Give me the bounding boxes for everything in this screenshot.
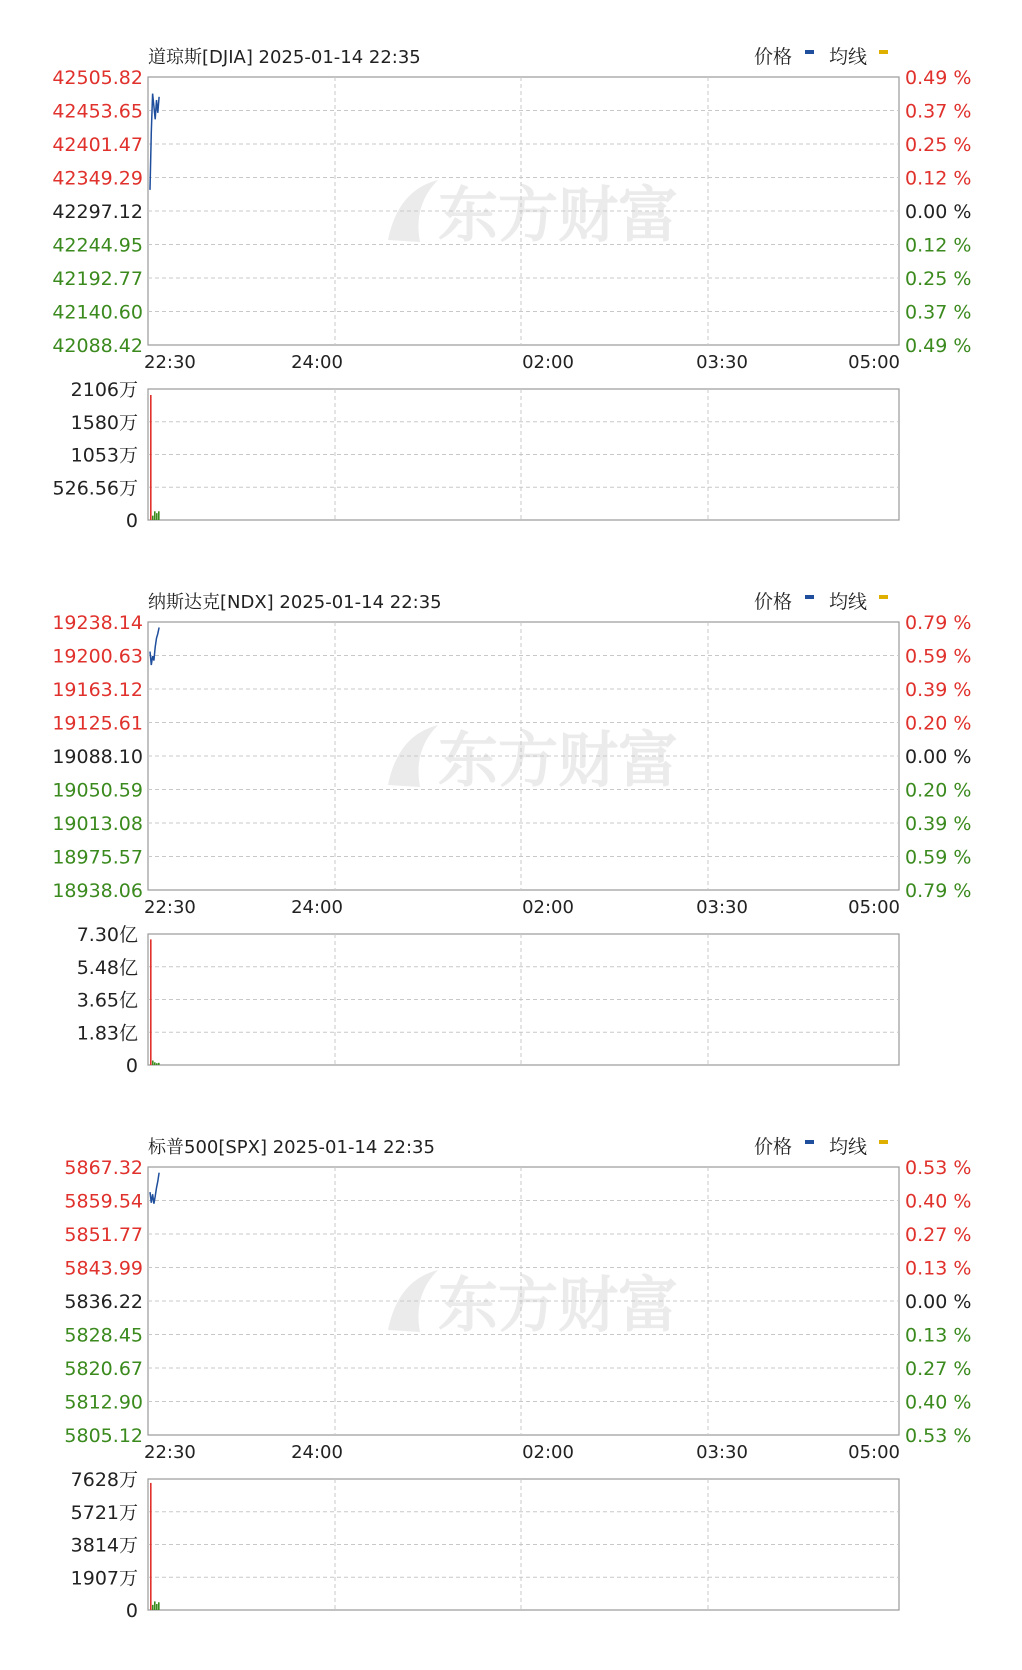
price-line bbox=[150, 1173, 159, 1204]
time-tick-label: 05:00 bbox=[848, 897, 900, 918]
pct-tick-label: 0.25 % bbox=[905, 268, 972, 290]
pct-tick-label: 0.40 % bbox=[905, 1190, 972, 1213]
volume-bar bbox=[156, 1063, 158, 1065]
volume-tick-label: 1580万 bbox=[70, 411, 138, 434]
time-tick-label: 24:00 bbox=[291, 352, 343, 373]
time-tick-label: 02:00 bbox=[522, 897, 574, 918]
price-tick-label: 42505.82 bbox=[52, 67, 143, 89]
time-tick-label: 24:00 bbox=[291, 897, 343, 918]
watermark-text: 东方财富 bbox=[438, 726, 678, 796]
price-tick-label: 42349.29 bbox=[52, 167, 143, 190]
watermark-logo bbox=[388, 180, 678, 251]
legend-avg-swatch bbox=[879, 50, 888, 54]
watermark-text: 东方财富 bbox=[438, 181, 678, 251]
time-tick-label: 24:00 bbox=[291, 1442, 343, 1463]
pct-tick-label: 0.53 % bbox=[905, 1425, 972, 1447]
price-tick-label: 19088.10 bbox=[52, 746, 143, 768]
chart-panel-3 bbox=[64, 1136, 971, 1622]
pct-tick-label: 0.00 % bbox=[905, 1291, 972, 1313]
price-tick-label: 19050.59 bbox=[52, 779, 143, 802]
volume-tick-label: 7.30亿 bbox=[76, 924, 138, 946]
time-tick-label: 02:00 bbox=[522, 1442, 574, 1463]
price-tick-label: 42453.65 bbox=[52, 100, 143, 123]
time-tick-label: 05:00 bbox=[848, 1442, 900, 1463]
pct-tick-label: 0.27 % bbox=[905, 1224, 972, 1246]
pct-tick-label: 0.59 % bbox=[905, 846, 972, 869]
volume-bar bbox=[152, 1061, 154, 1065]
price-tick-label: 5836.22 bbox=[64, 1291, 143, 1313]
price-tick-label: 42244.95 bbox=[52, 234, 143, 257]
volume-tick-label: 7628万 bbox=[70, 1469, 138, 1491]
pct-tick-label: 0.49 % bbox=[905, 335, 972, 357]
pct-tick-label: 0.39 % bbox=[905, 813, 972, 835]
watermark-logo bbox=[388, 725, 678, 796]
price-tick-label: 5867.32 bbox=[64, 1157, 143, 1179]
price-tick-label: 19200.63 bbox=[52, 645, 143, 668]
price-tick-label: 5820.67 bbox=[64, 1358, 143, 1380]
pct-tick-label: 0.13 % bbox=[905, 1324, 972, 1347]
volume-bar bbox=[156, 1604, 158, 1610]
volume-bar bbox=[156, 513, 158, 520]
price-line bbox=[150, 94, 159, 190]
volume-bar bbox=[158, 1602, 160, 1610]
watermark-text: 东方财富 bbox=[438, 1271, 678, 1341]
time-tick-label: 22:30 bbox=[144, 897, 196, 918]
price-tick-label: 42297.12 bbox=[52, 201, 143, 223]
price-line bbox=[150, 628, 159, 666]
legend-price-label: 价格 bbox=[754, 1136, 793, 1158]
pct-tick-label: 0.00 % bbox=[905, 201, 972, 223]
pct-tick-label: 0.39 % bbox=[905, 679, 972, 701]
volume-tick-label: 3814万 bbox=[70, 1534, 138, 1557]
time-tick-label: 02:00 bbox=[522, 352, 574, 373]
price-tick-label: 42140.60 bbox=[52, 301, 143, 324]
price-tick-label: 5828.45 bbox=[64, 1324, 143, 1347]
price-tick-label: 42088.42 bbox=[52, 335, 143, 357]
price-tick-label: 18938.06 bbox=[52, 880, 143, 902]
legend-avg-label: 均线 bbox=[829, 46, 868, 68]
pct-tick-label: 0.40 % bbox=[905, 1391, 972, 1414]
volume-tick-label: 0 bbox=[125, 1600, 138, 1622]
time-tick-label: 22:30 bbox=[144, 1442, 196, 1463]
volume-tick-label: 5721万 bbox=[70, 1501, 138, 1524]
volume-bar bbox=[152, 516, 154, 520]
volume-tick-label: 1907万 bbox=[70, 1567, 138, 1590]
volume-tick-label: 0 bbox=[125, 1055, 138, 1077]
legend-price-label: 价格 bbox=[754, 46, 793, 68]
volume-bar bbox=[152, 1605, 154, 1610]
volume-tick-label: 1053万 bbox=[70, 444, 138, 467]
legend-price-swatch bbox=[805, 595, 814, 599]
volume-bar bbox=[150, 1483, 152, 1610]
price-tick-label: 19013.08 bbox=[52, 813, 143, 835]
price-tick-label: 19163.12 bbox=[52, 679, 143, 701]
legend-price-swatch bbox=[805, 50, 814, 54]
chart-panel-2 bbox=[52, 591, 971, 1077]
volume-bar bbox=[154, 511, 156, 520]
pct-tick-label: 0.49 % bbox=[905, 67, 972, 89]
pct-tick-label: 0.37 % bbox=[905, 100, 972, 123]
pct-tick-label: 0.27 % bbox=[905, 1358, 972, 1380]
volume-tick-label: 1.83亿 bbox=[76, 1022, 138, 1045]
legend-avg-swatch bbox=[879, 595, 888, 599]
legend-avg-label: 均线 bbox=[829, 591, 868, 613]
legend-price-swatch bbox=[805, 1140, 814, 1144]
chart-panel-1 bbox=[52, 46, 971, 532]
volume-bar bbox=[150, 939, 152, 1065]
price-tick-label: 5851.77 bbox=[64, 1224, 143, 1246]
volume-tick-label: 0 bbox=[125, 510, 138, 532]
volume-bar bbox=[154, 1062, 156, 1065]
legend-price-label: 价格 bbox=[754, 591, 793, 613]
pct-tick-label: 0.20 % bbox=[905, 779, 972, 802]
pct-tick-label: 0.79 % bbox=[905, 880, 972, 902]
time-tick-label: 05:00 bbox=[848, 352, 900, 373]
volume-tick-label: 5.48亿 bbox=[76, 956, 138, 979]
pct-tick-label: 0.00 % bbox=[905, 746, 972, 768]
pct-tick-label: 0.12 % bbox=[905, 234, 972, 257]
pct-tick-label: 0.25 % bbox=[905, 134, 972, 156]
legend-avg-swatch bbox=[879, 1140, 888, 1144]
chart-title: 道琼斯[DJIA] 2025-01-14 22:35 bbox=[148, 47, 421, 68]
volume-bar bbox=[150, 395, 152, 520]
volume-bar bbox=[158, 1063, 160, 1065]
pct-tick-label: 0.79 % bbox=[905, 612, 972, 634]
price-tick-label: 18975.57 bbox=[52, 846, 143, 869]
time-tick-label: 03:30 bbox=[696, 1442, 748, 1463]
pct-tick-label: 0.13 % bbox=[905, 1257, 972, 1280]
volume-tick-label: 3.65亿 bbox=[76, 989, 138, 1012]
price-tick-label: 42192.77 bbox=[52, 268, 143, 290]
time-tick-label: 22:30 bbox=[144, 352, 196, 373]
chart-title: 标普500[SPX] 2025-01-14 22:35 bbox=[148, 1137, 435, 1158]
time-tick-label: 03:30 bbox=[696, 352, 748, 373]
price-tick-label: 5843.99 bbox=[64, 1257, 143, 1280]
chart-title: 纳斯达克[NDX] 2025-01-14 22:35 bbox=[148, 592, 442, 613]
watermark-logo bbox=[388, 1270, 678, 1341]
pct-tick-label: 0.37 % bbox=[905, 301, 972, 324]
price-tick-label: 19125.61 bbox=[52, 712, 143, 735]
price-tick-label: 19238.14 bbox=[52, 612, 143, 634]
price-tick-label: 42401.47 bbox=[52, 134, 143, 156]
price-tick-label: 5859.54 bbox=[64, 1190, 143, 1213]
price-tick-label: 5812.90 bbox=[64, 1391, 143, 1414]
volume-bar bbox=[158, 511, 160, 520]
legend-avg-label: 均线 bbox=[829, 1136, 868, 1158]
volume-bar bbox=[154, 1601, 156, 1610]
pct-tick-label: 0.53 % bbox=[905, 1157, 972, 1179]
volume-tick-label: 526.56万 bbox=[52, 477, 138, 500]
pct-tick-label: 0.12 % bbox=[905, 167, 972, 190]
price-tick-label: 5805.12 bbox=[64, 1425, 143, 1447]
pct-tick-label: 0.59 % bbox=[905, 645, 972, 668]
volume-tick-label: 2106万 bbox=[70, 379, 138, 401]
pct-tick-label: 0.20 % bbox=[905, 712, 972, 735]
time-tick-label: 03:30 bbox=[696, 897, 748, 918]
